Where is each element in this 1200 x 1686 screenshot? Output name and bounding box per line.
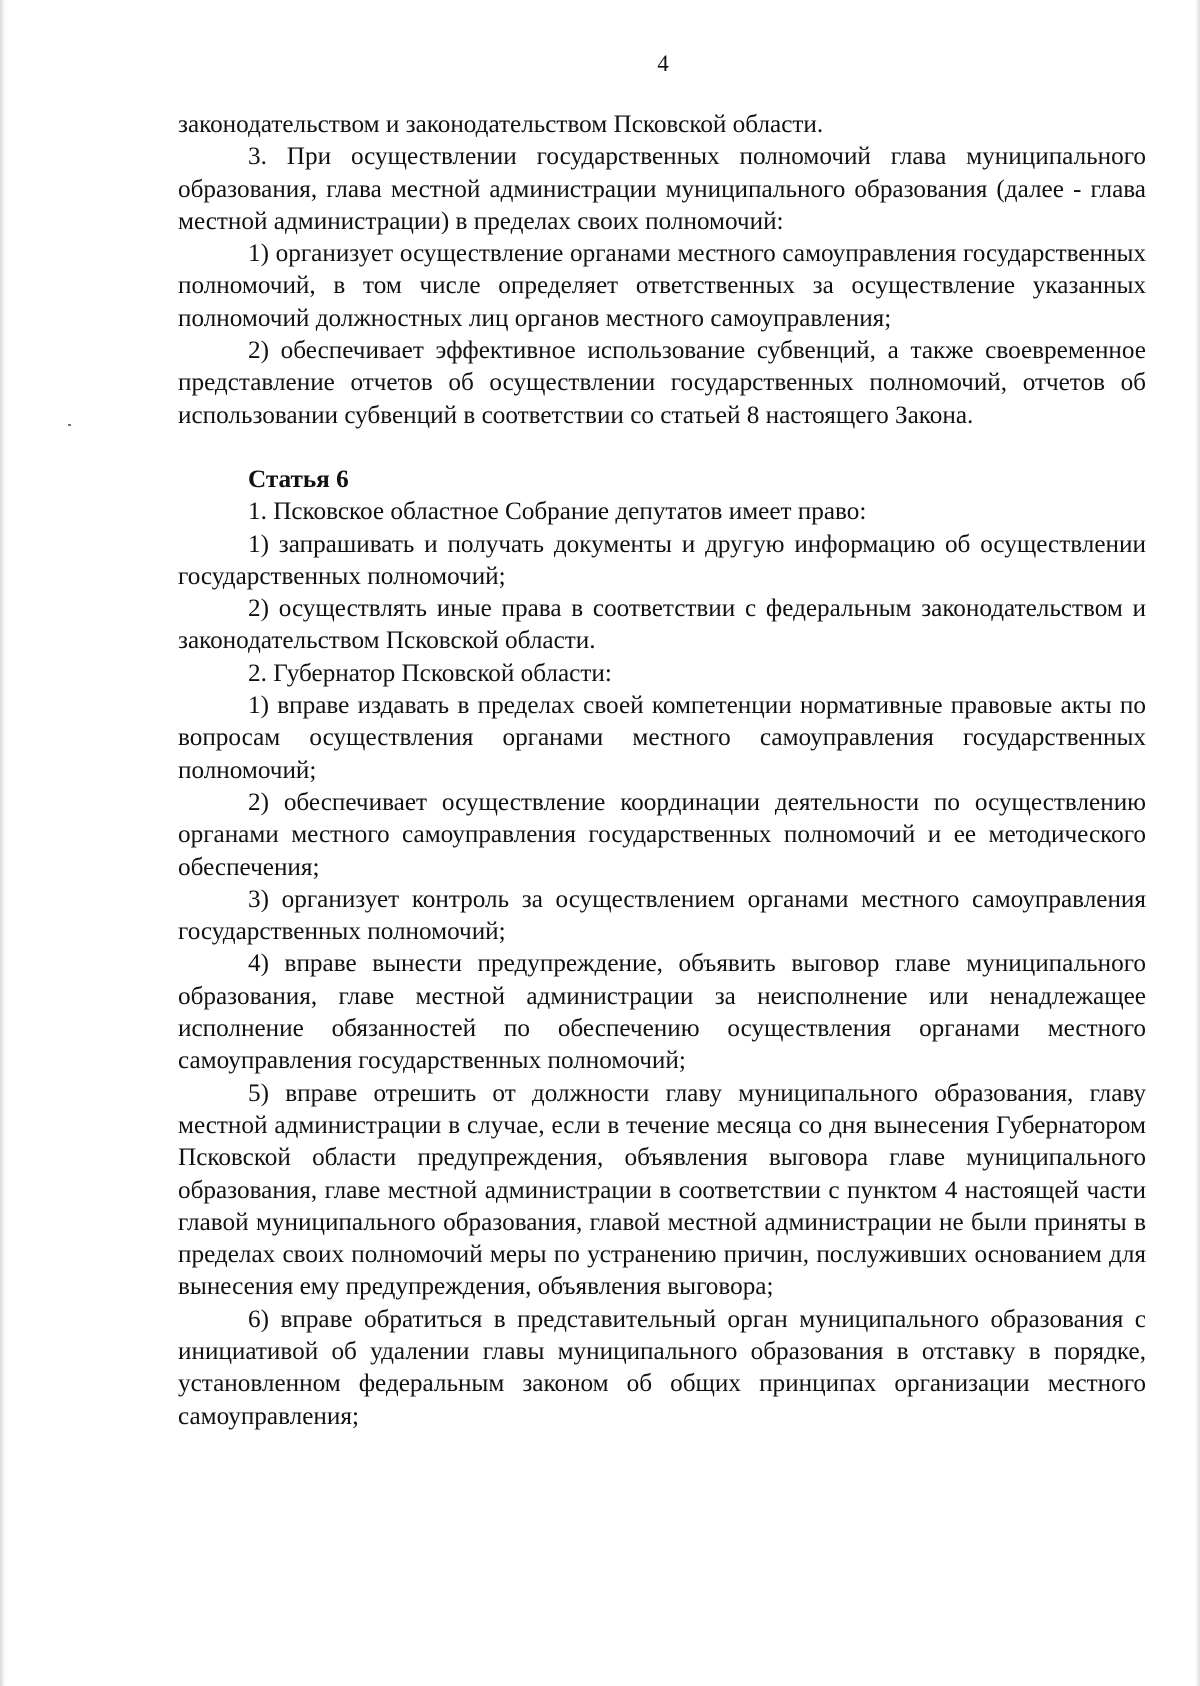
paragraph: 2) обеспечивает осуществление координации деятельности по осуществлению органами местного самоуправления государственных полномочий и ее методического обеспечения; <box>178 788 1146 881</box>
paragraph: 2. Губернатор Псковской области: <box>248 659 612 687</box>
paragraph: 3. При осуществлении государственных полномочий глава муниципального образования, глава местной администрации муниципального образования (далее - глава местной администрации) в пределах своих полномочий: <box>178 143 1146 235</box>
paragraph: законодательством и законодательством Псковской области. <box>178 111 824 138</box>
paragraph: 4) вправе вынести предупреждение, объявить выговор главе муниципального образования, главе местной администрации за неисполнение или ненадлежащее исполнение обязанностей по обеспечению осуществления органами местного самоуправления государственных полномочий; <box>178 950 1146 1075</box>
article-6-paragraphs <box>178 496 1146 1433</box>
article-heading: Статья 6 <box>248 465 349 493</box>
scan-right-edge <box>1195 0 1200 1686</box>
document-body <box>178 109 1146 1433</box>
page-number: 4 <box>657 51 669 76</box>
scan-speck <box>68 424 71 426</box>
paragraph: 1) запрашивать и получать документы и другую информацию об осуществлении государственных полномочий; <box>178 530 1146 590</box>
paragraph: 1. Псковское областное Собрание депутатов имеет право: <box>248 498 867 526</box>
paragraphs-before-article <box>178 109 1146 432</box>
paragraph: 2) обеспечивает эффективное использование субвенций, а также своевременное представление отчетов об осуществлении государственных полномочий, отчетов об использовании субвенций в соответствии со статьей 8 настоящего Закона. <box>178 337 1146 429</box>
paragraph: 1) вправе издавать в пределах своей компетенции нормативные правовые акты по вопросам осуществления органами местного самоуправления государственных полномочий; <box>178 692 1146 784</box>
paragraph: 3) организует контроль за осуществлением органами местного самоуправления государственных полномочий; <box>178 885 1146 946</box>
paragraph: 5) вправе отрешить от должности главу муниципального образования, главу местной администрации в случае, если в течение месяца со дня вынесения Губернатором Псковской области предупреждения, объявления выговора главе муниципального образования, главе местной администрации в соответствии с пунктом 4 настоящей части главой муниципального образования, главой местной администрации не были приняты в пределах своих полномочий меры по устранению причин, послуживших основанием для вынесения ему предупреждения, объявления выговора; <box>178 1079 1146 1301</box>
scan-left-edge <box>0 0 6 1686</box>
paragraph: 1) организует осуществление органами местного самоуправления государственных полномочий, в том числе определяет ответственных за осуществление указанных полномочий должностных лиц органов местного самоуправления; <box>178 240 1146 332</box>
paragraph: 2) осуществлять иные права в соответствии с федеральным законодательством и законодательством Псковской области. <box>178 595 1146 655</box>
paragraph: 6) вправе обратиться в представительный орган муниципального образования с инициативой об удалении главы муниципального образования в отставку в порядке, установленном федеральным законом об общих принципах организации местного самоуправления; <box>178 1305 1146 1430</box>
